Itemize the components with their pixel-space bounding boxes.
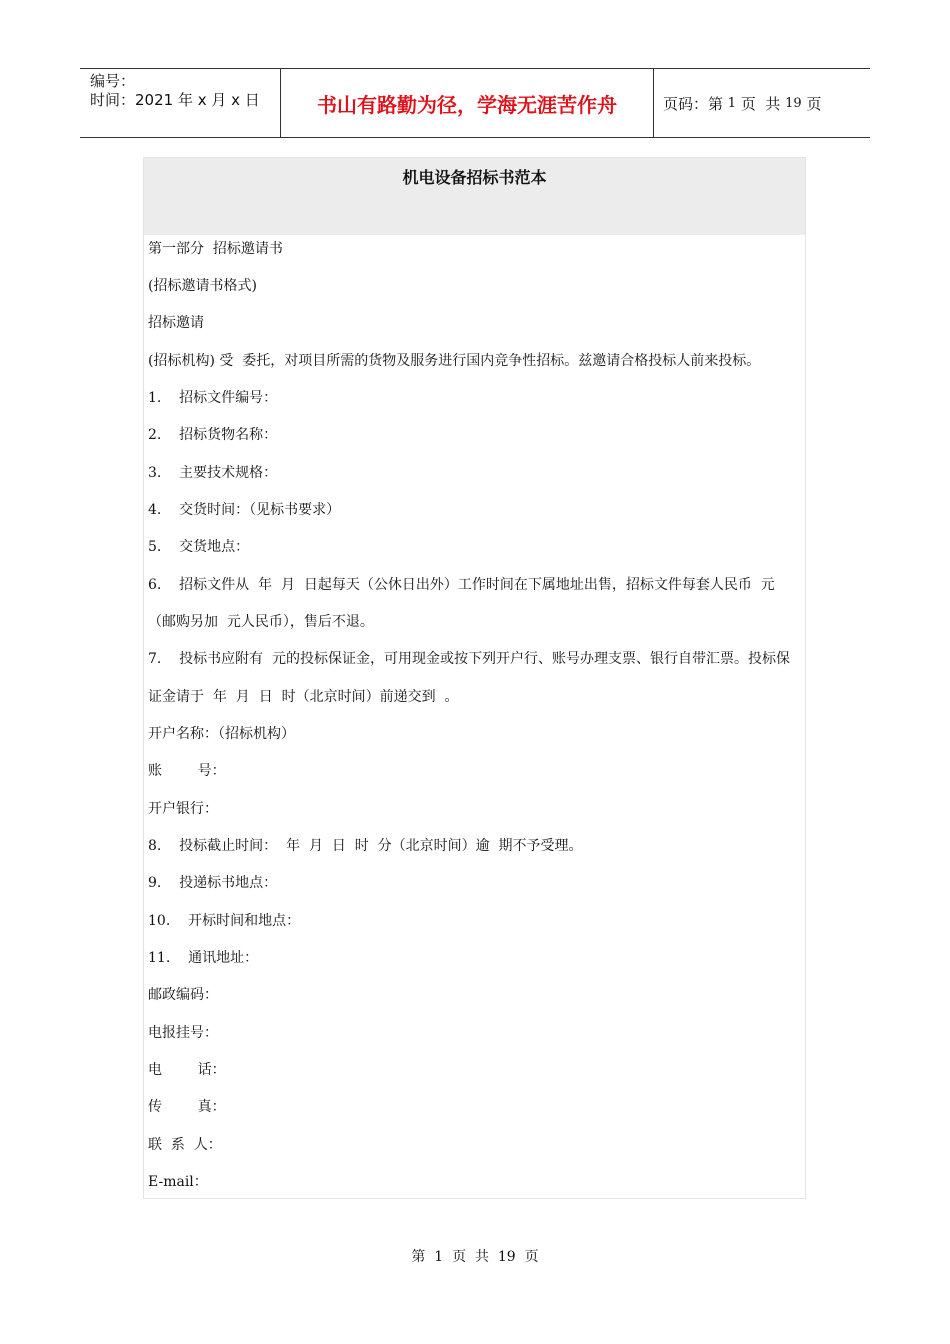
document-line: (招标机构) 受 委托，对项目所需的货物及服务进行国内竞争性招标。兹邀请合格投标人前来投标。 — [148, 353, 761, 369]
document-line: 9. 投递标书地点： — [148, 875, 278, 891]
document-line: 8. 投标截止时间： 年 月 日 时 分（北京时间）逾 期不予受理。 — [148, 838, 583, 854]
document-line: 电报挂号： — [148, 1025, 218, 1041]
document-line: E-mail： — [148, 1174, 208, 1190]
page-footer: 第 1 页 共 19 页 — [411, 1249, 539, 1265]
document-line: 开户名称：（招标机构） — [148, 726, 295, 742]
header-motto: 书山有路勤为径，学海无涯苦作舟 — [281, 69, 654, 137]
document-line: 4. 交货时间：（见标书要求） — [148, 502, 341, 518]
document-line: 电 话： — [148, 1062, 226, 1078]
document-line: (招标邀请书格式) — [148, 278, 257, 294]
page-middle: 页 共 — [736, 94, 786, 113]
document-line: 6. 招标文件从 年 月 日起每天（公休日出外）工作时间在下属地址出售，招标文件每套人民币 元 — [148, 577, 775, 593]
document-line: 11. 通讯地址： — [148, 950, 259, 966]
document-line: 传 真： — [148, 1099, 226, 1115]
document-line: 邮政编码： — [148, 987, 218, 1003]
document-line: 1. 招标文件编号： — [148, 390, 278, 406]
document-line: 开户银行： — [148, 801, 218, 817]
document-line: 第一部分 招标邀请书 — [148, 241, 283, 257]
document-number-label: 编号： — [90, 72, 136, 90]
document-title: 机电设备招标书范本 — [144, 158, 805, 235]
document-line: 联 系 人： — [148, 1137, 222, 1153]
document-line: （邮购另加 元人民币），售后不退。 — [148, 614, 374, 630]
document-line: 招标邀请 — [148, 315, 204, 331]
document-line: 3. 主要技术规格： — [148, 465, 278, 481]
page-total: 19 — [785, 95, 802, 111]
header-page-number — [654, 69, 870, 137]
page-current: 1 — [727, 95, 737, 111]
document-line: 7. 投标书应附有 元的投标保证金，可用现金或按下列开户行、账号办理支票、银行自带汇票。投标保 — [148, 651, 791, 667]
document-line: 10. 开标时间和地点： — [148, 913, 301, 929]
document-body — [143, 157, 806, 1199]
page-prefix: 页码：第 — [663, 94, 728, 113]
page-header — [80, 68, 870, 138]
document-line: 证金请于 年 月 日 时（北京时间）前递交到 。 — [148, 689, 459, 705]
document-line: 账 号： — [148, 763, 226, 779]
document-line: 2. 招标货物名称： — [148, 427, 278, 443]
page-suffix: 页 — [801, 94, 822, 113]
document-time-label: 时间：2021 年 x 月 x 日 — [90, 91, 260, 109]
document-line: 5. 交货地点： — [148, 539, 250, 555]
header-meta — [80, 69, 281, 137]
